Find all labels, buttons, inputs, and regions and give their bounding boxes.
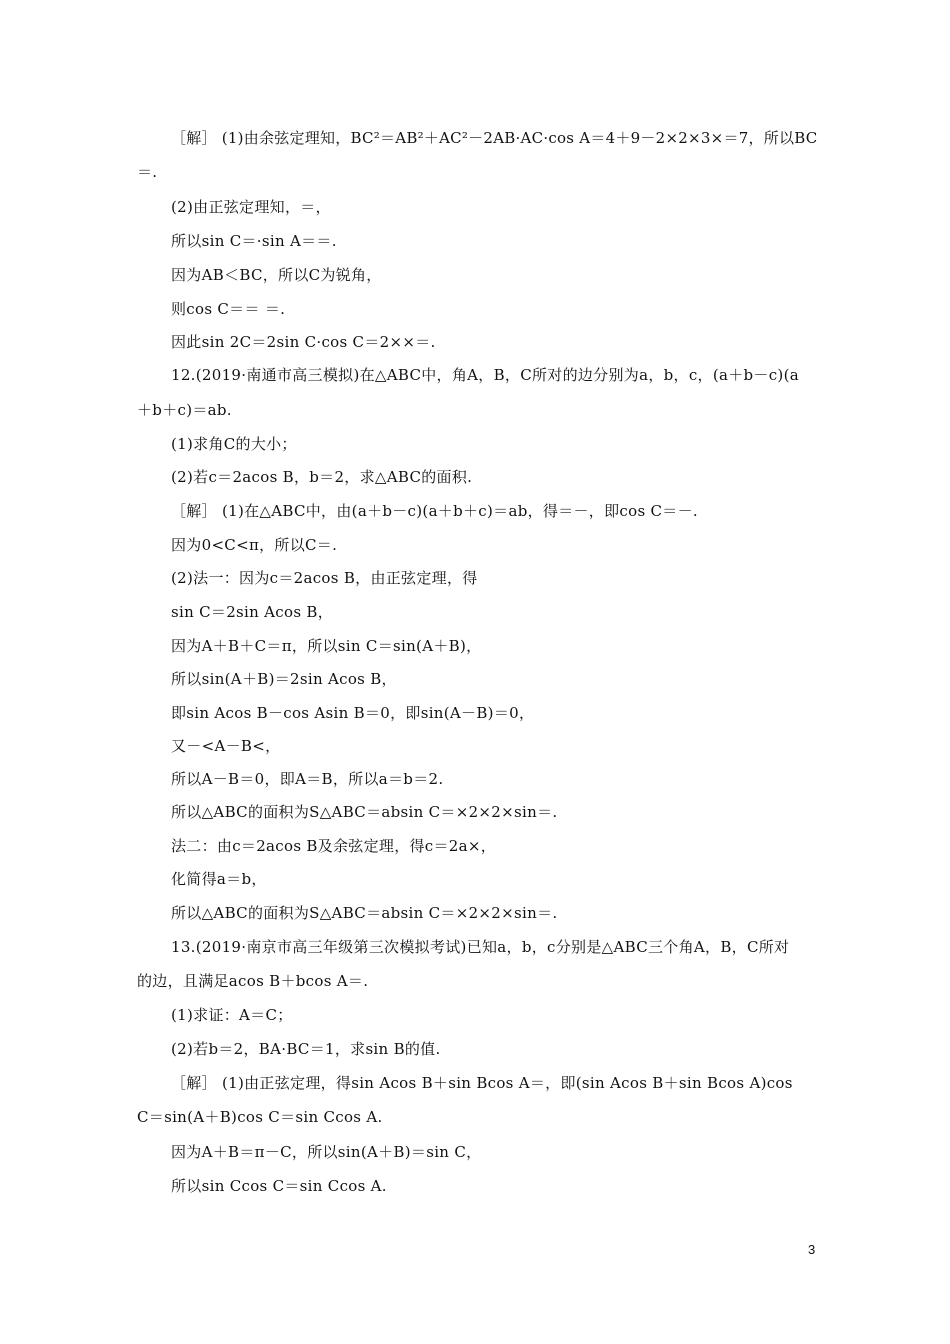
text-line: 所以A－B＝0，即A＝B，所以a＝b＝2.: [171, 770, 444, 788]
text-line: sin C＝2sin Acos B，: [171, 603, 334, 621]
question-12: 12.(2019·南通市高三模拟)在△ABC中，角A，B，C所对的边分别为a，b，c，(a＋b－c)(a: [171, 366, 799, 384]
page-number: 3: [808, 1242, 816, 1257]
text-line: (2)若c＝2acos B，b＝2，求△ABC的面积.: [171, 468, 473, 486]
text-line: 法二：由c＝2acos B及余弦定理，得c＝2a×，: [171, 837, 497, 855]
text-line: 所以sin(A＋B)＝2sin Acos B，: [171, 670, 397, 688]
text-line: (2)若b＝2，BA·BC＝1，求sin B的值.: [171, 1040, 441, 1058]
text-line: ＝.: [137, 163, 158, 181]
text-line: ＋b＋c)＝ab.: [137, 401, 232, 419]
text-line: 即sin Acos B－cos Asin B＝0，即sin(A－B)＝0，: [171, 704, 535, 722]
text-line: (1)求证：A＝C；: [171, 1006, 293, 1024]
text-line: 因为A＋B＝π－C，所以sin(A＋B)＝sin C，: [171, 1143, 482, 1161]
text-line: (2)法一：因为c＝2acos B，由正弦定理，得: [171, 569, 478, 587]
text-line: ［解］ (1)由余弦定理知，BC²＝AB²＋AC²－2AB·AC·cos A＝4＋9－2×2×3×＝7，所以BC: [171, 129, 818, 147]
text-line: 则cos C＝＝ ＝.: [171, 300, 286, 318]
text-line: 所以△ABC的面积为S△ABC＝absin C＝×2×2×sin＝.: [171, 904, 558, 922]
text-line: 化简得a＝b，: [171, 870, 267, 888]
text-line: 所以sin Ccos C＝sin Ccos A.: [171, 1177, 387, 1195]
text-line: 因为A＋B＋C＝π，所以sin C＝sin(A＋B)，: [171, 637, 482, 655]
question-13: 13.(2019·南京市高三年级第三次模拟考试)已知a，b，c分别是△ABC三个角A，B，C所对: [171, 938, 790, 956]
text-line: 因为AB＜BC，所以C为锐角，: [171, 266, 382, 284]
text-line: ［解］ (1)由正弦定理，得sin Acos B＋sin Bcos A＝，即(sin Acos B＋sin Bcos A)cos: [171, 1074, 793, 1092]
text-line: C＝sin(A＋B)cos C＝sin Ccos A.: [137, 1108, 383, 1126]
text-line: 所以△ABC的面积为S△ABC＝absin C＝×2×2×sin＝.: [171, 803, 558, 821]
text-line: 因为0<C<π，所以C＝.: [171, 536, 338, 554]
text-line: (1)求角C的大小；: [171, 435, 297, 453]
text-line: (2)由正弦定理知，＝，: [171, 198, 331, 216]
text-line: ［解］ (1)在△ABC中，由(a＋b－c)(a＋b＋c)＝ab，得＝－，即cos C＝－.: [171, 502, 698, 520]
text-line: 所以sin C＝·sin A＝＝.: [171, 232, 337, 250]
text-line: 的边，且满足acos B＋bcos A＝.: [137, 972, 369, 990]
text-line: 因此sin 2C＝2sin C·cos C＝2××＝.: [171, 333, 436, 351]
text-line: 又－<A－B<，: [171, 737, 281, 755]
